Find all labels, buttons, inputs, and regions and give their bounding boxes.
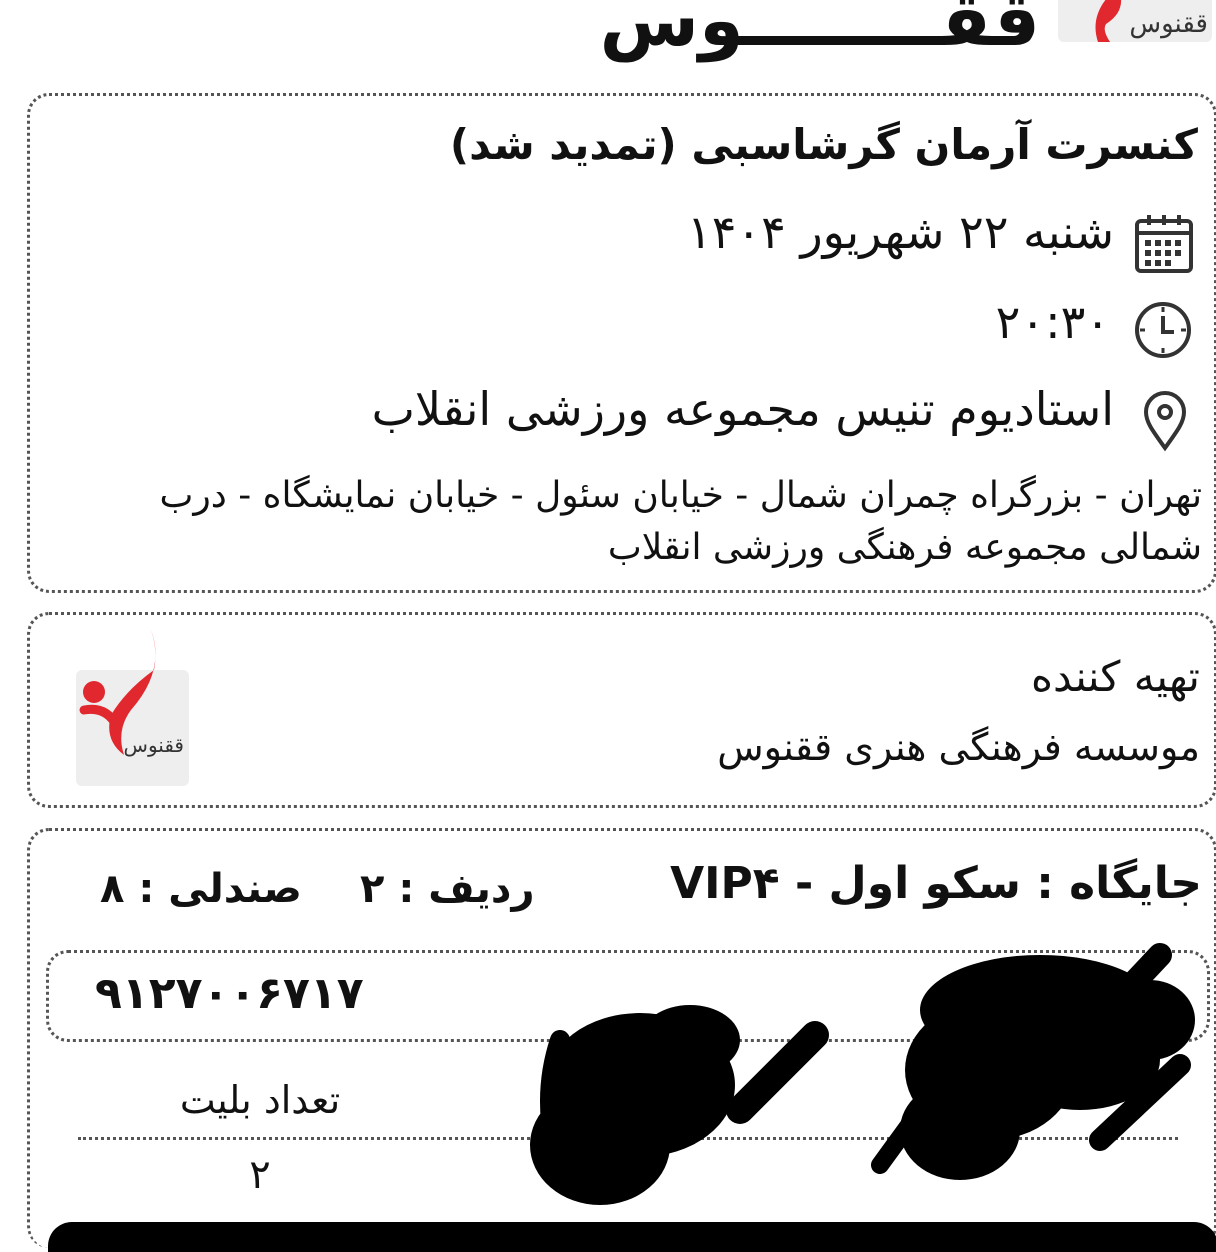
seat-row: ردیف : ۲ xyxy=(360,866,535,912)
event-address: تهران - بزرگراه چمران شمال - خیابان سئول - خیابان نمایشگاه - درب شمالی مجموعه فرهنگی ورزشی انقلاب xyxy=(159,475,1202,568)
organizer-name: موسسه فرهنگی هنری ققنوس xyxy=(717,725,1200,769)
phone-number: ۹۱۲۷۰۰۶۷۱۷ xyxy=(95,968,364,1019)
bottom-bar xyxy=(48,1222,1216,1252)
brand-logo-text: ققنوس xyxy=(1129,9,1208,39)
ticket-count-label: تعداد بلیت xyxy=(179,1078,341,1122)
event-venue: استادیوم تنیس مجموعه ورزشی انقلاب xyxy=(371,382,1114,436)
seat-chair: صندلی : ۸ xyxy=(100,866,302,912)
event-title: کنسرت آرمان گرشاسبی (تمدید شد) xyxy=(449,120,1198,169)
brand-title: ققــــــــوس xyxy=(599,0,1040,62)
ticket-count-value: ۲ xyxy=(249,1152,271,1198)
event-date: شنبه ۲۲ شهریور ۱۴۰۴ xyxy=(687,205,1114,259)
organizer-heading: تهیه کننده xyxy=(1031,652,1200,701)
organizer-logo-text: ققنوس xyxy=(123,733,184,757)
seat-position: جایگاه : سکو اول - VIP۴ xyxy=(670,858,1202,909)
event-time: ۲۰:۳۰ xyxy=(995,295,1110,349)
